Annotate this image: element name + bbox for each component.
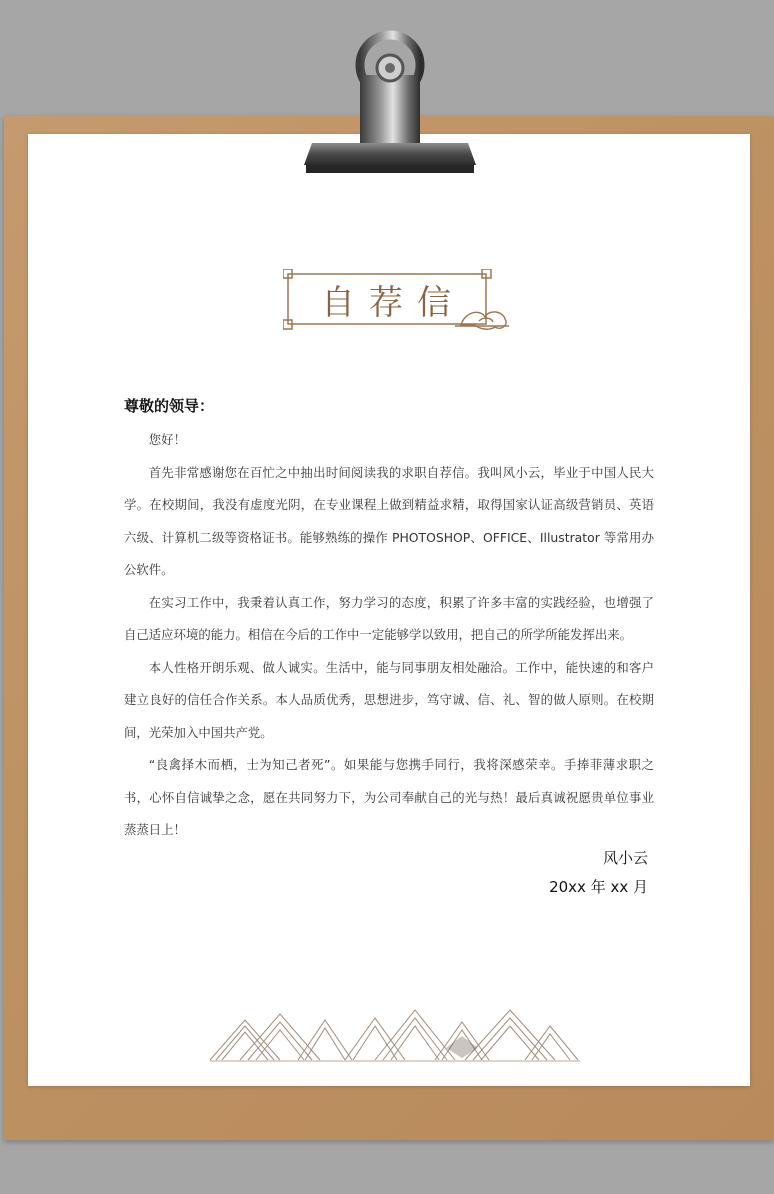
paragraph: 在实习工作中，我秉着认真工作，努力学习的态度，积累了许多丰富的实践经验，也增强了自己适应环境的能力。相信在今后的工作中一定能够学以致用，把自己的所学所能发挥出来。: [124, 594, 654, 642]
letter-body: [124, 424, 654, 847]
mountain-ornament-icon: [210, 1008, 580, 1064]
binder-clip-icon: [300, 25, 480, 180]
signature-block: [549, 844, 648, 902]
signature-name: 风小云: [602, 849, 648, 867]
paragraph: 首先非常感谢您在百忙之中抽出时间阅读我的求职自荐信。我叫风小云，毕业于中国人民大学。在校期间，我没有虚度光阴，在专业课程上做到精益求精，取得国家认证高级营销员、英语六级、计算机二级等资格证书。能够熟练的操作 PHOTOSHOP、OFFICE、Illustrator 等常用办公软件。: [124, 464, 654, 577]
signature-date: 20xx 年 xx 月: [549, 878, 648, 896]
greeting: 尊敬的领导：: [124, 397, 215, 415]
paragraph: “良禽择木而栖，士为知己者死”。如果能与您携手同行，我将深感荣幸。手捧菲薄求职之书，心怀自信诚挚之念，愿在共同努力下，为公司奉献自己的光与热！最后真诚祝愿贵单位事业蒸蒸日上！: [124, 757, 654, 837]
letter-title: 自荐信: [321, 282, 465, 323]
paragraph: 您好！: [148, 432, 186, 447]
paragraph: 本人性格开朗乐观、做人诚实。生活中，能与同事朋友相处融洽。工作中，能快速的和客户建立良好的信任合作关系。本人品质优秀，思想进步，笃守诚、信、礼、智的做人原则。在校期间，光荣加入中国共产党。: [124, 659, 654, 740]
